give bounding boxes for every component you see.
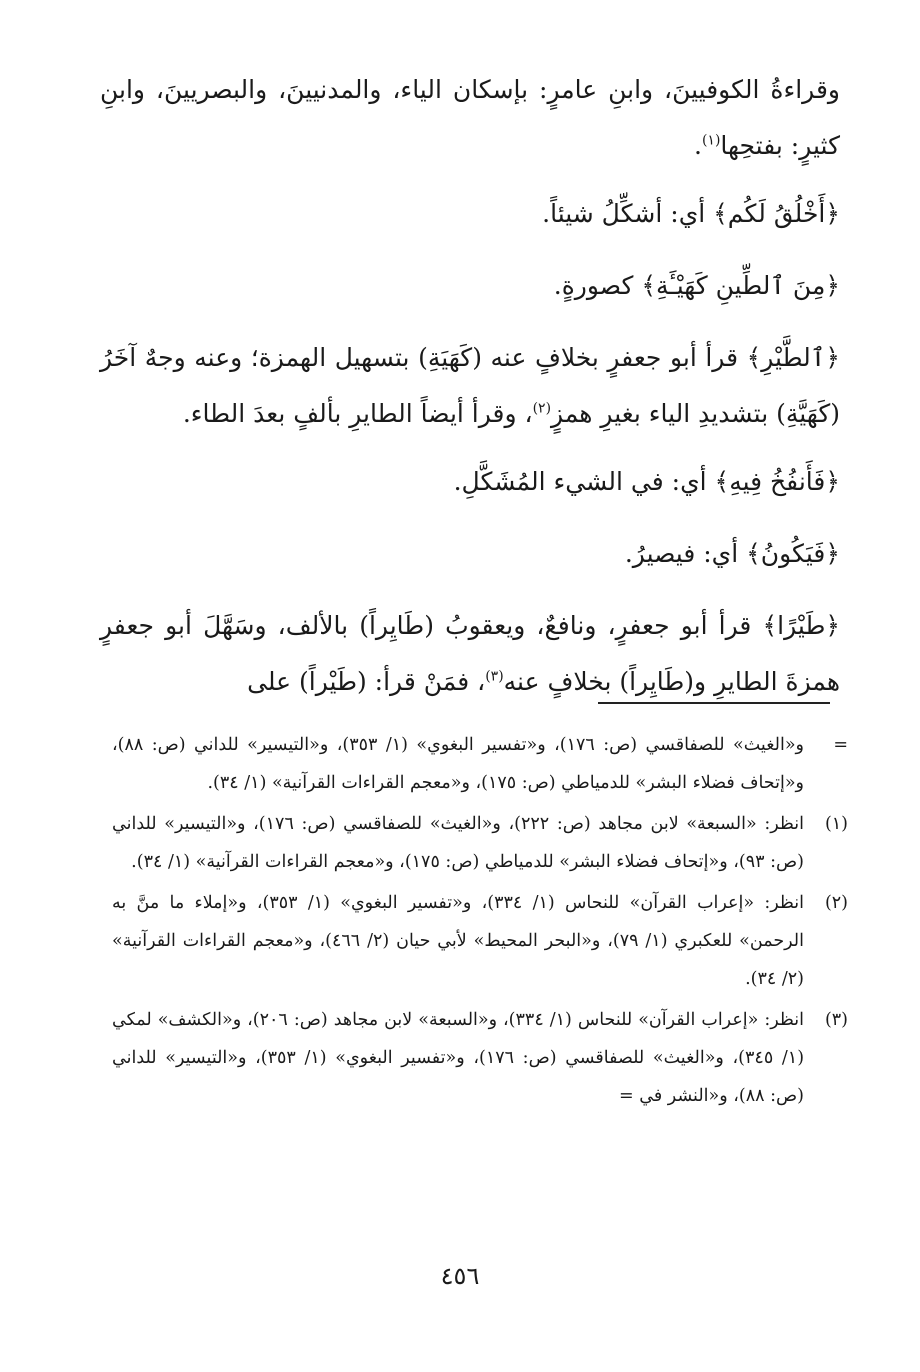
paragraph	[100, 330, 840, 442]
footnote-number: (٢)	[824, 893, 848, 913]
paragraph-text: ﴿طَيْرًا﴾ قرأ أبو جعفرٍ، ونافعٌ، ويعقوبُ (طَايِراً) بالألف، وسَهَّلَ أبو جعفرٍ همزةَ الطايرِ و(طَايِراً) بخلافٍ عنه	[100, 611, 840, 696]
footnote-ref[interactable]: (٣)	[485, 668, 504, 685]
footnote-text: انظر: «إعراب القرآن» للنحاس (١/ ٣٣٤)، و«تفسير البغوي» (١/ ٣٥٣)، و«إملاء ما منَّ به الرحمن» للعكبري (١/ ٧٩)، و«البحر المحيط» لأبي حيان (٢/ ٤٦٦)، و«معجم القراءات القرآنية» (٢/ ٣٤).	[112, 893, 804, 989]
paragraph	[100, 62, 840, 174]
quran-quote: ﴿مِنَ ٱلطِّينِ كَهَيْـَٔةِ﴾	[641, 271, 840, 300]
page-number: ٤٥٦	[440, 1262, 480, 1290]
quran-quote: ﴿فَيَكُونُ﴾	[746, 539, 840, 568]
paragraph-text: وقراءةُ الكوفيينَ، وابنِ عامرٍ: بإسكان الياء، والمدنيينَ، والبصريينَ، وابنِ كثيرٍ: بفتحِها	[100, 75, 840, 160]
footnote-number: (٣)	[824, 1010, 848, 1030]
footnote-text: انظر: «إعراب القرآن» للنحاس (١/ ٣٣٤)، و«السبعة» لابن مجاهد (ص: ٢٠٦)، و«الكشف» لمكي (١/ ٣٤٥)، و«الغيث» للصفاقسي (ص: ١٧٦)، و«تفسير البغوي» (١/ ٣٥٣)، و«التيسير» للداني (ص: ٨٨)، و«النشر في =	[112, 1010, 805, 1106]
footnotes	[112, 726, 848, 1118]
footnote-ref[interactable]: (١)	[701, 132, 721, 149]
entry-text: أي: فيصيرُ.	[624, 539, 739, 568]
entry-line	[100, 186, 840, 242]
footnote-number: =	[833, 735, 848, 755]
entry-line	[100, 258, 840, 314]
footnote-separator	[598, 702, 830, 704]
footnote	[112, 1001, 848, 1115]
footnote	[112, 884, 848, 998]
entry-line	[100, 454, 840, 510]
paragraph	[100, 598, 840, 710]
main-text	[100, 62, 840, 722]
footnote	[112, 726, 848, 802]
footnote-text: و«الغيث» للصفاقسي (ص: ١٧٦)، و«تفسير البغوي» (١/ ٣٥٣)، و«التيسير» للداني (ص: ٨٨)، و«إتحاف فضلاء البشر» للدمياطي (ص: ١٧٥)، و«معجم القراءات القرآنية» (١/ ٣٤).	[112, 735, 804, 793]
paragraph-end: .	[693, 131, 702, 160]
footnote-number: (١)	[824, 814, 848, 834]
paragraph-text: ﴿ٱلطَّيْرِ﴾ قرأ أبو جعفرٍ بخلافٍ عنه (كَهَيَةِ) بتسهيل الهمزة؛ وعنه وجهٌ آخَرُ (كَهَيَّةِ) بتشديدِ الياء بغيرِ همزٍ	[100, 343, 841, 428]
entry-line	[100, 526, 840, 582]
paragraph-text: ، فمَنْ قرأ: (طَيْراً) على	[247, 667, 486, 696]
quran-quote: ﴿أَخْلُقُ لَكُم﴾	[713, 199, 840, 228]
entry-text: أي: في الشيء المُشَكَّلِ.	[453, 467, 707, 496]
quran-quote: ﴿فَأَنفُخُ فِيهِ﴾	[714, 467, 840, 496]
footnote-ref[interactable]: (٢)	[532, 400, 552, 417]
footnote-text: انظر: «السبعة» لابن مجاهد (ص: ٢٢٢)، و«الغيث» للصفاقسي (ص: ١٧٦)، و«التيسير» للداني (ص: ٩٣)، و«إتحاف فضلاء البشر» للدمياطي (ص: ١٧٥)، و«معجم القراءات القرآنية» (١/ ٣٤).	[112, 814, 805, 872]
entry-text: كصورةٍ.	[553, 271, 634, 300]
footnote	[112, 805, 848, 881]
entry-text: أي: أشكِّلُ شيئاً.	[542, 199, 706, 228]
paragraph-text: ، وقرأ أيضاً الطايرِ بألفٍ بعدَ الطاء.	[182, 399, 533, 428]
